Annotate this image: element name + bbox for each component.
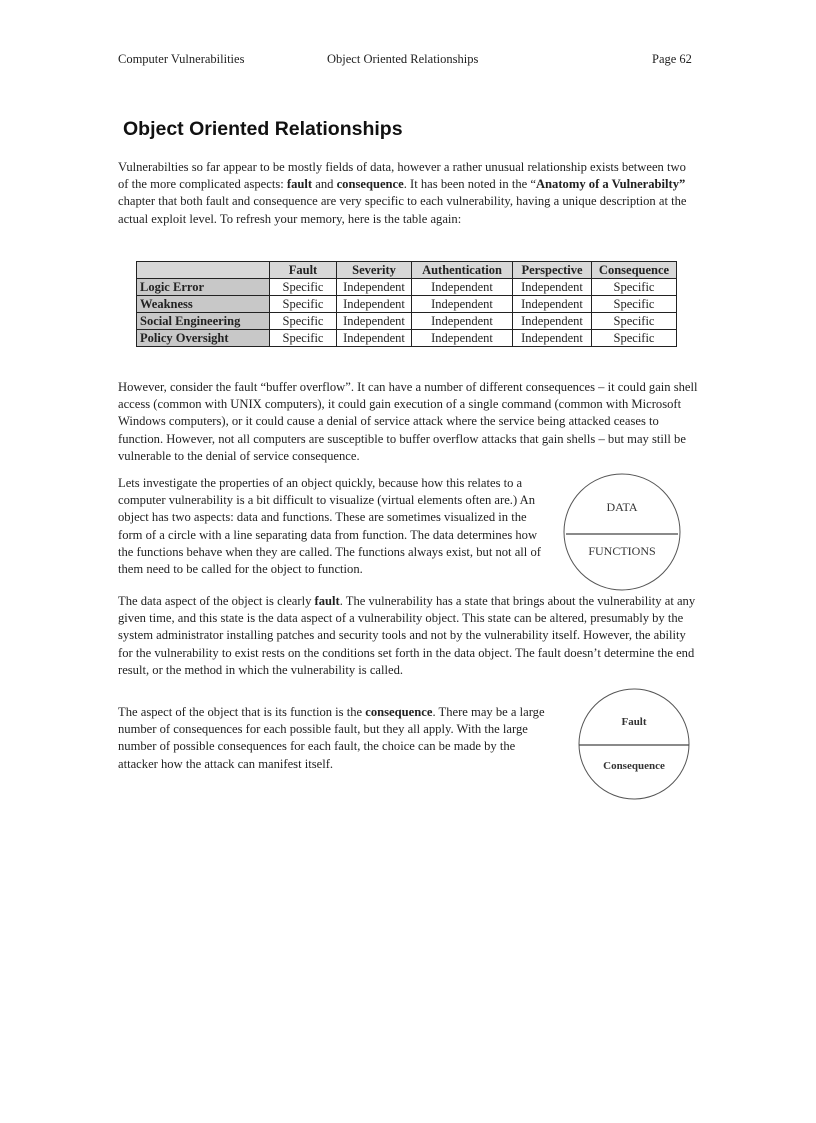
table-row: [137, 313, 677, 330]
table-cell: Independent: [337, 296, 412, 313]
consequence-label: Consequence: [603, 760, 665, 772]
table-cell: Specific: [592, 330, 677, 347]
table-cell: Independent: [337, 330, 412, 347]
diagram-circle: [564, 474, 680, 590]
data-label: DATA: [606, 500, 638, 514]
table-row: [137, 296, 677, 313]
table-cell: Independent: [513, 330, 592, 347]
column-header: Consequence: [592, 262, 677, 279]
column-header: Perspective: [513, 262, 592, 279]
row-header: Logic Error: [137, 279, 270, 296]
data-aspect-paragraph: The data aspect of the object is clearly fault. The vulnerability has a state that brings about the vulnerability at any given time, and this state is the data aspect of a vulnerability object. This state can be altered, presumably by the system administrator installing patches and security tools and not by the vulnerability itself. However, the ability for the vulnerability to exist rests on the conditions set forth in the data object. The fault doesn’t determine the end result, or the method in which the vulnerability is called.: [118, 594, 696, 677]
table-cell: Independent: [412, 313, 513, 330]
header-center: Object Oriented Relationships: [327, 52, 479, 66]
table-cell: Specific: [270, 313, 337, 330]
fault-label: Fault: [621, 716, 647, 728]
table-cell: Specific: [270, 279, 337, 296]
table-cell: Independent: [337, 313, 412, 330]
table-corner-cell: [137, 262, 270, 279]
table-cell: Specific: [270, 296, 337, 313]
row-header: Policy Oversight: [137, 330, 270, 347]
data-functions-diagram: [560, 471, 684, 593]
object-paragraph: Lets investigate the properties of an object quickly, because how this relates to a computer vulnerability is a bit difficult to visualize (virtual elements often are.) An object has two aspects: data and functions. These are sometimes visualized in the form of a circle with a line separating data from function. The data determines how the functions behave when they are called. The functions always exist, but not all of them need to be called for the object to function.: [118, 476, 541, 577]
table-cell: Independent: [337, 279, 412, 296]
header-left: Computer Vulnerabilities: [118, 52, 245, 66]
buffer-overflow-paragraph: However, consider the fault “buffer overflow”. It can have a number of different consequences – it could gain shell access (common with UNIX computers), it could gain execution of a single command (common with Microsoft Windows computers), or it could cause a denial of service attack where the service being attacked ceases to function. However, not all computers are susceptible to buffer overflow attacks that gain shells – but may still be vulnerable to the denial of service consequence.: [118, 380, 698, 463]
function-aspect-paragraph: The aspect of the object that is its function is the consequence. There may be a large number of consequences for each possible fault, but they all apply. With the large number of possible consequences for each fault, the choice can be made by the attacker how the attack can manifest itself.: [118, 705, 545, 771]
vulnerability-table: [136, 261, 677, 347]
table-cell: Independent: [513, 279, 592, 296]
table-cell: Independent: [412, 296, 513, 313]
table-cell: Independent: [513, 313, 592, 330]
diagram-circle: [579, 689, 689, 799]
table-cell: Specific: [270, 330, 337, 347]
row-header: Social Engineering: [137, 313, 270, 330]
table-cell: Independent: [412, 330, 513, 347]
page-title: Object Oriented Relationships: [123, 118, 403, 140]
table-cell: Specific: [592, 279, 677, 296]
row-header: Weakness: [137, 296, 270, 313]
table-cell: Independent: [513, 296, 592, 313]
fault-consequence-diagram: [576, 685, 692, 803]
column-header: Authentication: [412, 262, 513, 279]
table-row: [137, 330, 677, 347]
intro-paragraph: Vulnerabilties so far appear to be mostly fields of data, however a rather unusual relationship exists between two of the more complicated aspects: fault and consequence. It has been noted in the “Anatomy of a Vulnerabilty” chapter that both fault and consequence are very specific to each vulnerability, having a unique description at the actual exploit level. To refresh your memory, here is the table again:: [118, 160, 687, 226]
table-cell: Specific: [592, 313, 677, 330]
table-header-row: [137, 262, 677, 279]
column-header: Fault: [270, 262, 337, 279]
header-page-number: Page 62: [652, 52, 692, 66]
table-cell: Independent: [412, 279, 513, 296]
table-row: [137, 279, 677, 296]
table-cell: Specific: [592, 296, 677, 313]
column-header: Severity: [337, 262, 412, 279]
functions-label: FUNCTIONS: [588, 544, 656, 558]
